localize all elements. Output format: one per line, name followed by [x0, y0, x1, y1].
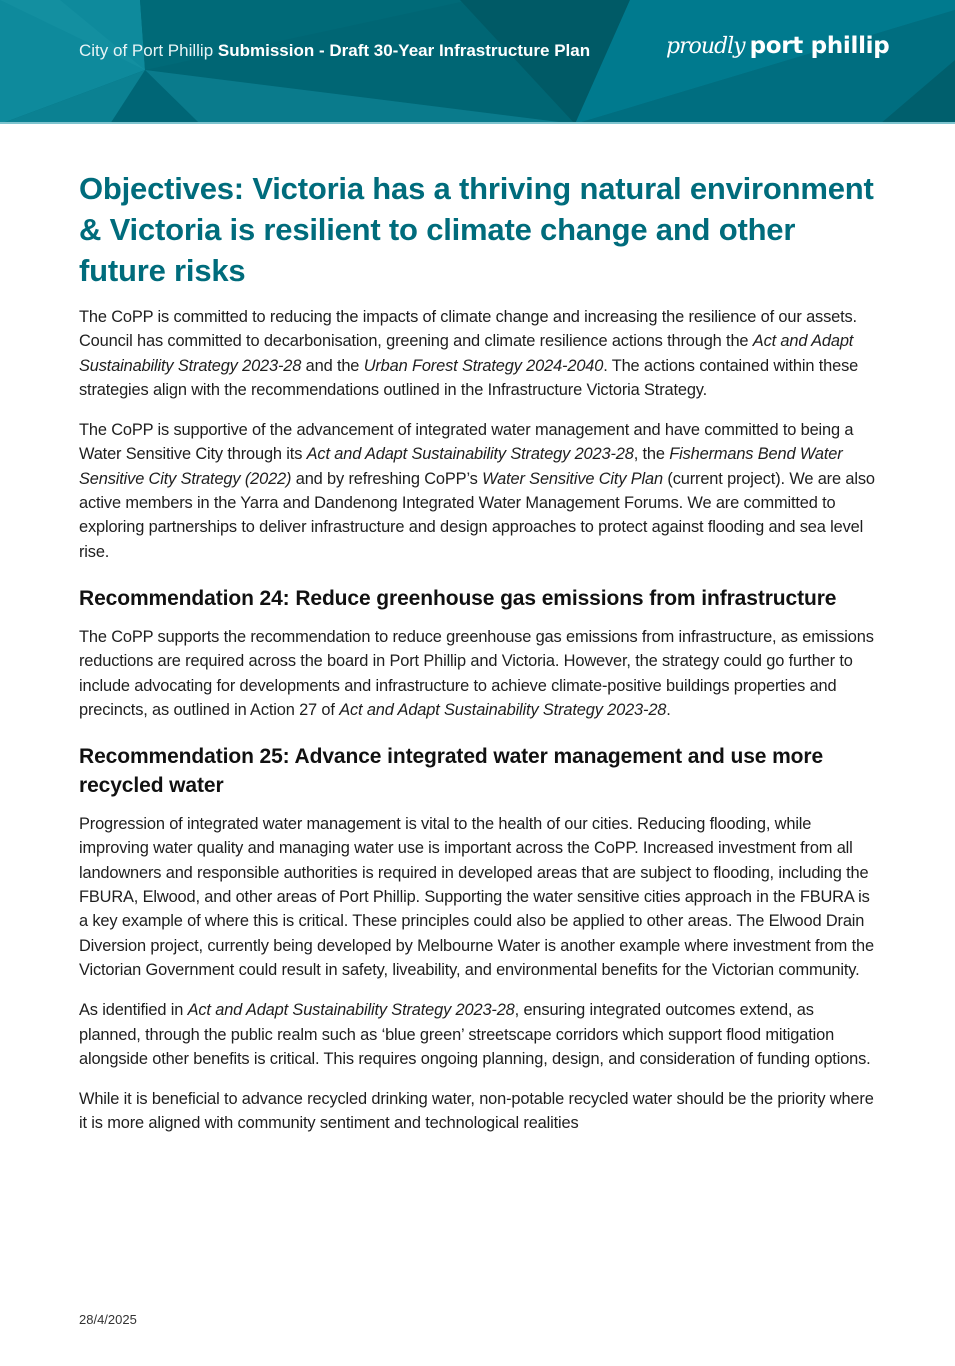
italic-title-reference: Water Sensitive City Plan	[482, 469, 663, 488]
header-banner	[0, 0, 955, 124]
recommendation-24-heading: Recommendation 24: Reduce greenhouse gas emissions from infrastructure	[79, 586, 837, 610]
document-title-subject: Submission - Draft 30-Year Infrastructure Plan	[217, 41, 591, 60]
recommendation-24-paragraph-1	[79, 625, 879, 722]
text-run: , the	[633, 445, 670, 464]
text-run: (current project). We are also active members in the Yarra and Dandenong Integrated Water Management Forums. We are committed to exploring partnerships to deliver infrastructure and design approaches to protect against flooding and sea level rise.	[79, 469, 875, 561]
italic-title-reference: Act and Adapt Sustainability Strategy 2023-28	[339, 700, 667, 719]
text-run: The CoPP is committed to reducing the impacts of climate change and increasing the resilience of our assets. Council has committed to decarbonisation, greening and climate resilience actions through the	[79, 308, 857, 351]
intro-paragraph-2	[79, 418, 879, 564]
italic-title-reference: Fishermans Bend Water Sensitive City Strategy (2022)	[79, 445, 843, 488]
text-run: and by refreshing CoPP’s	[291, 469, 483, 488]
text-run: .	[666, 700, 671, 719]
text-run: , ensuring integrated outcomes extend, as planned, through the public realm such as ‘blue green’ streetscape corridors which support flood mitigation alongside other benefits is critical. This requires ongoing planning, design, and consideration of funding options.	[79, 1001, 871, 1068]
recommendation-25-section	[79, 742, 879, 1136]
text-run: While it is beneficial to advance recycled drinking water, non-potable recycled water should be the priority where it is more aligned with community sentiment and technological realities	[79, 1090, 874, 1133]
recommendation-25-paragraph-3	[79, 1087, 879, 1136]
intro-paragraph-1	[79, 305, 879, 402]
text-run: The CoPP supports the recommendation to reduce greenhouse gas emissions from infrastructure, as emissions reductions are required across the board in Port Phillip and Victoria. However, the strategy could go further to include advocating for developments and infrastructure to achieve climate-positive buildings properties and precincts, as outlined in Action 27 of	[79, 627, 874, 719]
italic-title-reference: Act and Adapt Sustainability Strategy 2023-28	[187, 1001, 515, 1020]
recommendation-24-section	[79, 584, 879, 722]
italic-title-reference: Urban Forest Strategy 2024-2040	[363, 356, 604, 375]
intro-section	[79, 305, 879, 564]
document-title-org: City of Port Phillip	[79, 41, 218, 60]
page-title: Objectives: Victoria has a thriving natural environment & Victoria is resilient to climate change and other future risks	[79, 171, 874, 288]
logo-strong-text: port phillip	[749, 33, 890, 59]
text-run: As identified in	[79, 1001, 188, 1020]
recommendation-25-paragraph-1	[79, 812, 879, 982]
proudly-port-phillip-logo	[666, 33, 889, 59]
banner-geometric-background	[0, 0, 955, 124]
banner-divider	[0, 122, 955, 124]
document-title	[79, 41, 590, 61]
text-run: The CoPP is supportive of the advancement of integrated water management and have committed to being a Water Sensitive City through its	[79, 421, 854, 464]
document-body	[79, 168, 879, 1152]
text-run: and the	[301, 356, 364, 375]
text-run: . The actions contained within these strategies align with the recommendations outlined in the Infrastructure Victoria Strategy.	[79, 356, 859, 399]
footer-date: 28/4/2025	[79, 1312, 137, 1327]
logo-script-text: proudly	[666, 34, 745, 59]
recommendation-25-heading: Recommendation 25: Advance integrated water management and use more recycled water	[79, 745, 824, 798]
recommendation-25-paragraph-2	[79, 998, 879, 1071]
italic-title-reference: Act and Adapt Sustainability Strategy 2023-28	[79, 332, 854, 375]
italic-title-reference: Act and Adapt Sustainability Strategy 2023-28	[306, 445, 634, 464]
text-run: Progression of integrated water management is vital to the health of our cities. Reducing flooding, while improving water quality and managing water use is important across the CoPP. Increased investment from all landowners and responsible authorities is required in developed areas that are subject to flooding, including the FBURA, Elwood, and other areas of Port Phillip. Supporting the water sensitive cities approach in the FBURA is a key example of where this is critical. These principles could also be applied to other areas. The Elwood Drain Diversion project, currently being developed by Melbourne Water is another example where investment from the Victorian Government could result in safety, liveability, and environmental benefits for the Victorian community.	[79, 815, 874, 979]
